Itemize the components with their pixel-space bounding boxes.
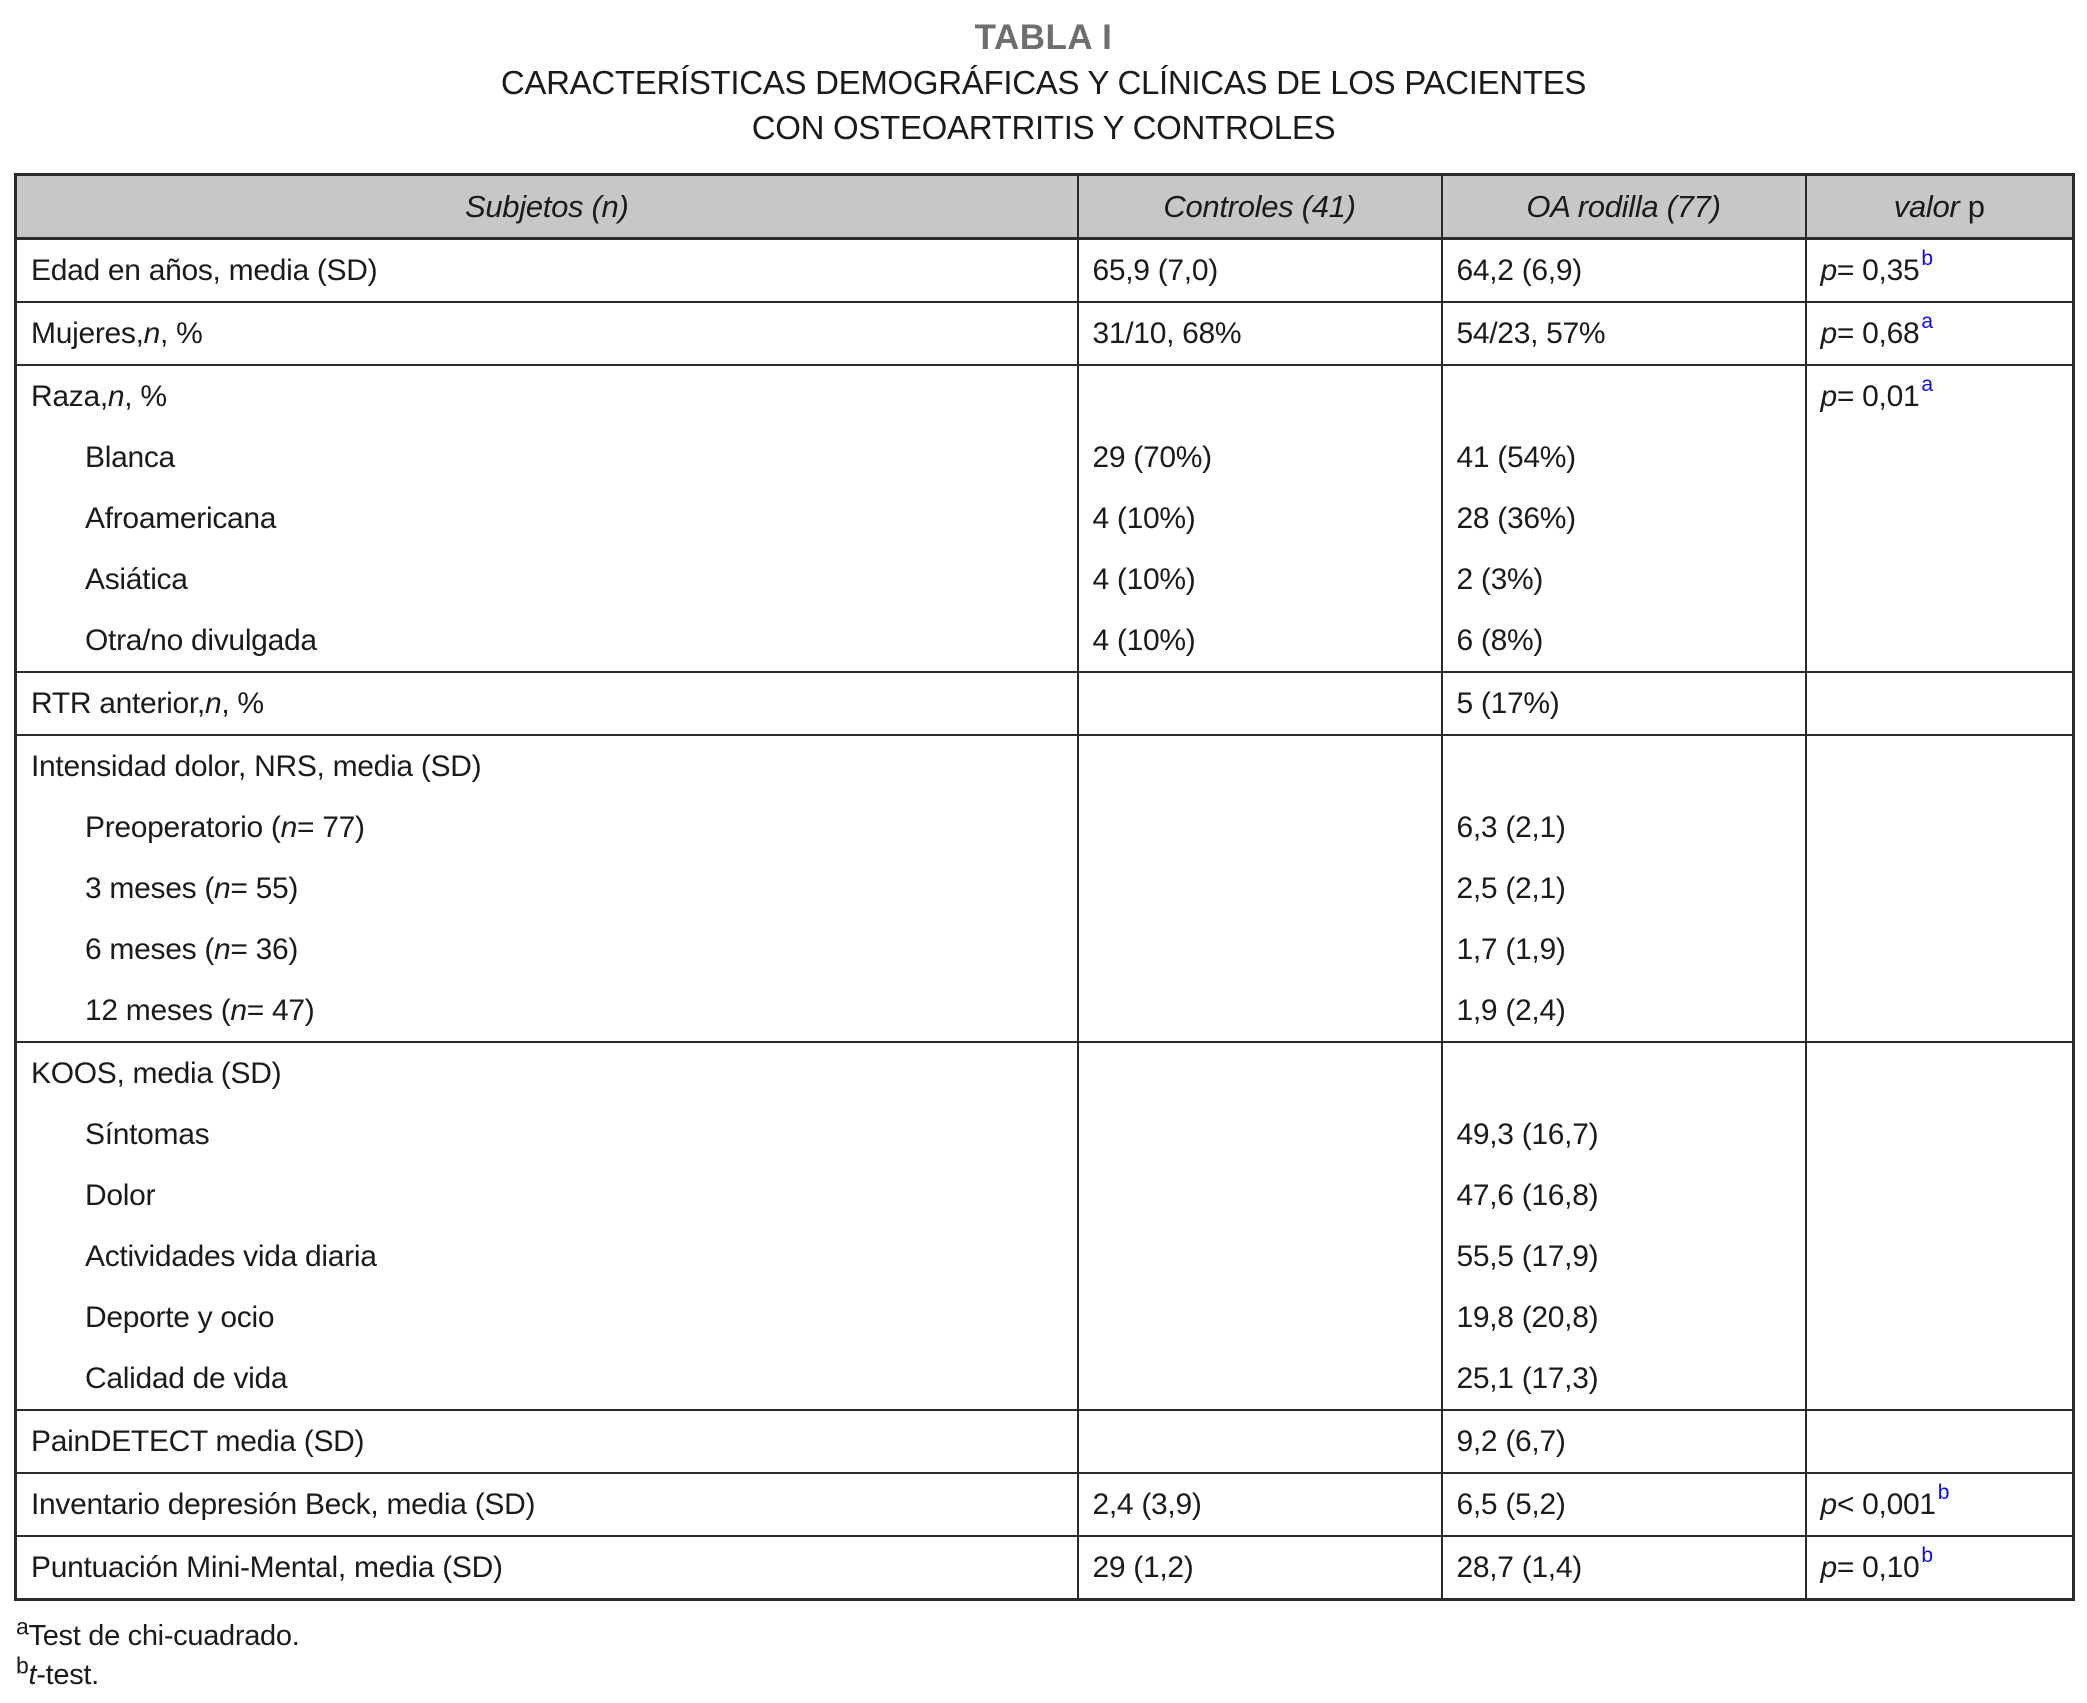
pvalue-cell xyxy=(1806,1473,2074,1536)
cell-value: 31/10, 68% xyxy=(1092,316,1242,350)
row-sublabel-line xyxy=(17,1165,1077,1226)
label-italic-n: n xyxy=(204,686,222,720)
p-symbol: p xyxy=(1820,1550,1837,1584)
pvalue-line xyxy=(1807,1043,2073,1104)
row-sublabel-line xyxy=(17,858,1077,919)
label-text: Otra/no divulgada xyxy=(85,623,317,657)
cell-value xyxy=(1079,736,1441,797)
label-text: , % xyxy=(124,379,167,413)
p-symbol: p xyxy=(1820,1487,1837,1521)
label-text: Calidad de vida xyxy=(85,1361,288,1395)
row-sublabel-line xyxy=(17,797,1077,858)
pvalue-cell xyxy=(1806,1536,2074,1600)
row-label-cell xyxy=(16,1042,1078,1410)
p-value-text: < 0,001 xyxy=(1836,1487,1936,1521)
pvalue-cell xyxy=(1806,365,2074,672)
table-subtitle-line1: CARACTERÍSTICAS DEMOGRÁFICAS Y CLÍNICAS DE LOS PACIENTES xyxy=(500,64,1587,101)
p-symbol: p xyxy=(1820,379,1837,413)
p-symbol: p xyxy=(1820,316,1837,350)
footnote-b-superscript: b xyxy=(16,1652,29,1679)
cell-value xyxy=(1079,1411,1441,1472)
label-text: = 55) xyxy=(230,871,299,905)
cell-value: 9,2 (6,7) xyxy=(1456,1424,1566,1458)
oa-cell xyxy=(1442,365,1806,672)
label-text: , % xyxy=(160,316,203,350)
header-controles: Controles (41) xyxy=(1078,175,1442,239)
cell-value: 2 (3%) xyxy=(1456,562,1544,596)
row-sublabel-line xyxy=(17,1104,1077,1165)
cell-value xyxy=(1079,1226,1441,1287)
row-label-line xyxy=(17,736,1077,797)
header-p-plain: p xyxy=(1967,188,1985,224)
label-italic-n: n xyxy=(280,810,297,844)
label-italic-n: n xyxy=(230,993,247,1027)
label-text: Asiática xyxy=(85,562,188,596)
label-italic-n: n xyxy=(214,932,231,966)
footnote-a-text: Test de chi-cuadrado. xyxy=(28,1620,300,1652)
table-title: TABLA I xyxy=(974,18,1113,57)
cell-value xyxy=(1079,1348,1441,1409)
row-label-cell xyxy=(16,239,1078,303)
oa-cell xyxy=(1442,1473,1806,1536)
pvalue-line: p = 0,01 $^a$ xyxy=(1820,372,1933,413)
p-value-text: = 0,68 xyxy=(1836,316,1920,350)
label-text: Inventario depresión Beck, media (SD) xyxy=(31,1487,536,1521)
label-text: Afroamericana xyxy=(85,501,277,535)
pvalue-cell xyxy=(1806,735,2074,1042)
cell-value: 49,3 (16,7) xyxy=(1456,1117,1599,1151)
footnote-a-superscript: a xyxy=(16,1613,29,1640)
label-text: Edad en años, media (SD) xyxy=(31,253,378,287)
cell-value: 47,6 (16,8) xyxy=(1456,1178,1599,1212)
cell-value xyxy=(1079,366,1441,427)
header-subjetos: Subjetos (n) xyxy=(16,175,1078,239)
row-label-cell xyxy=(16,1473,1078,1536)
row-label-line xyxy=(17,1043,1077,1104)
demographics-table xyxy=(14,173,2075,1601)
p-value-text: = 0,10 xyxy=(1836,1550,1920,1584)
cell-value: 29 (70%) xyxy=(1092,440,1212,474)
pvalue-cell xyxy=(1806,672,2074,735)
table-row-edad xyxy=(16,239,2074,303)
table-row-koos xyxy=(16,1042,2074,1410)
oa-cell xyxy=(1442,1536,1806,1600)
row-label-line xyxy=(17,1537,1077,1598)
cell-value: 5 (17%) xyxy=(1456,686,1560,720)
label-text: 3 meses ( xyxy=(85,871,215,905)
row-label-cell xyxy=(16,1410,1078,1473)
cell-value xyxy=(1443,736,1805,797)
cell-value xyxy=(1079,1287,1441,1348)
cell-value xyxy=(1443,366,1805,427)
header-valor-p xyxy=(1806,175,2074,239)
row-sublabel-line xyxy=(17,1348,1077,1409)
row-label-cell xyxy=(16,735,1078,1042)
header-row xyxy=(16,175,2074,239)
pvalue-line: p < 0,001 $^b$ xyxy=(1820,1480,1950,1521)
pvalue-cell xyxy=(1806,1410,2074,1473)
row-label-line xyxy=(17,673,1077,734)
label-text: PainDETECT media (SD) xyxy=(31,1424,365,1458)
row-sublabel-line xyxy=(17,427,1077,488)
cell-value: 4 (10%) xyxy=(1092,623,1196,657)
footnote-b xyxy=(16,1652,2087,1695)
cell-value: 4 (10%) xyxy=(1092,562,1196,596)
label-text: Mujeres, xyxy=(31,316,144,350)
cell-value: 64,2 (6,9) xyxy=(1456,253,1582,287)
controles-cell xyxy=(1078,365,1442,672)
pvalue-cell xyxy=(1806,239,2074,303)
cell-value: 19,8 (20,8) xyxy=(1456,1300,1599,1334)
footnote-b-italic-t: t xyxy=(28,1659,37,1691)
controles-cell xyxy=(1078,1410,1442,1473)
controles-cell xyxy=(1078,302,1442,365)
label-text: Dolor xyxy=(85,1178,156,1212)
title-block xyxy=(0,0,2087,150)
cell-value: 65,9 (7,0) xyxy=(1092,253,1218,287)
cell-value xyxy=(1079,858,1441,919)
header-valor-italic: valor xyxy=(1893,188,1960,224)
controles-cell xyxy=(1078,1473,1442,1536)
row-label-line xyxy=(17,303,1077,364)
pvalue-cell xyxy=(1806,1042,2074,1410)
row-sublabel-line xyxy=(17,488,1077,549)
cell-value: 4 (10%) xyxy=(1092,501,1196,535)
label-text: , % xyxy=(221,686,264,720)
pvalue-line xyxy=(1807,673,2073,734)
oa-cell xyxy=(1442,672,1806,735)
label-text: Preoperatorio ( xyxy=(85,810,281,844)
row-label-line xyxy=(17,366,1077,427)
pvalue-line xyxy=(1807,1411,2073,1472)
table-row-mujeres xyxy=(16,302,2074,365)
pvalue-line: p = 0,68 $^a$ xyxy=(1820,309,1933,350)
table-row-mini-mental xyxy=(16,1536,2074,1600)
cell-value xyxy=(1079,980,1441,1041)
oa-cell xyxy=(1442,735,1806,1042)
cell-value xyxy=(1443,1043,1805,1104)
row-label-cell xyxy=(16,302,1078,365)
label-text: Raza, xyxy=(31,379,108,413)
cell-value: 29 (1,2) xyxy=(1092,1550,1194,1584)
oa-cell xyxy=(1442,239,1806,303)
cell-value: 6,3 (2,1) xyxy=(1456,810,1566,844)
controles-cell xyxy=(1078,1536,1442,1600)
oa-cell xyxy=(1442,1410,1806,1473)
cell-value: 41 (54%) xyxy=(1456,440,1576,474)
label-text: Intensidad dolor, NRS, media (SD) xyxy=(31,749,482,783)
cell-value: 6 (8%) xyxy=(1456,623,1544,657)
table-row-paindetect xyxy=(16,1410,2074,1473)
pvalue-line: p = 0,35 $^b$ xyxy=(1820,246,1933,287)
row-sublabel-line xyxy=(17,980,1077,1041)
row-sublabel-line xyxy=(17,549,1077,610)
row-label-line xyxy=(17,240,1077,301)
controles-cell xyxy=(1078,1042,1442,1410)
cell-value xyxy=(1079,919,1441,980)
label-italic-n: n xyxy=(214,871,231,905)
cell-value xyxy=(1079,797,1441,858)
p-symbol: p xyxy=(1820,253,1837,287)
label-text: 12 meses ( xyxy=(85,993,231,1027)
cell-value xyxy=(1079,1043,1441,1104)
label-italic-n: n xyxy=(107,379,125,413)
controles-cell xyxy=(1078,735,1442,1042)
row-sublabel-line xyxy=(17,919,1077,980)
row-sublabel-line xyxy=(17,1226,1077,1287)
table-row-raza xyxy=(16,365,2074,672)
p-value-text: = 0,01 xyxy=(1836,379,1920,413)
label-text: Síntomas xyxy=(85,1117,210,1151)
row-label-line xyxy=(17,1411,1077,1472)
table-subtitle-line2: CON OSTEOARTRITIS Y CONTROLES xyxy=(751,109,1336,146)
label-text: Blanca xyxy=(85,440,175,474)
row-label-cell xyxy=(16,365,1078,672)
cell-value: 28 (36%) xyxy=(1456,501,1576,535)
footnote-b-text: -test. xyxy=(36,1659,99,1691)
table-body xyxy=(16,239,2074,1600)
cell-value: 55,5 (17,9) xyxy=(1456,1239,1599,1273)
cell-value: 1,9 (2,4) xyxy=(1456,993,1566,1027)
label-text: 6 meses ( xyxy=(85,932,215,966)
cell-value: 25,1 (17,3) xyxy=(1456,1361,1599,1395)
pvalue-line xyxy=(1807,736,2073,797)
oa-cell xyxy=(1442,302,1806,365)
footnotes xyxy=(16,1613,2087,1695)
table-row-intensidad-dolor xyxy=(16,735,2074,1042)
cell-value: 1,7 (1,9) xyxy=(1456,932,1566,966)
row-sublabel-line xyxy=(17,610,1077,671)
pvalue-line: p = 0,10 $^b$ xyxy=(1820,1543,1933,1584)
cell-value: 2,5 (2,1) xyxy=(1456,871,1566,905)
cell-value xyxy=(1079,673,1441,734)
footnote-a xyxy=(16,1613,2087,1656)
label-text: = 36) xyxy=(230,932,299,966)
cell-value: 6,5 (5,2) xyxy=(1456,1487,1566,1521)
cell-value xyxy=(1079,1104,1441,1165)
row-label-cell xyxy=(16,672,1078,735)
row-sublabel-line xyxy=(17,1287,1077,1348)
p-value-text: = 0,35 xyxy=(1836,253,1920,287)
row-label-cell xyxy=(16,1536,1078,1600)
cell-value: 28,7 (1,4) xyxy=(1456,1550,1582,1584)
controles-cell xyxy=(1078,239,1442,303)
cell-value: 2,4 (3,9) xyxy=(1092,1487,1202,1521)
label-italic-n: n xyxy=(143,316,161,350)
cell-value xyxy=(1079,1165,1441,1226)
table-row-rtr-anterior xyxy=(16,672,2074,735)
label-text: = 77) xyxy=(297,810,365,844)
label-text: KOOS, media (SD) xyxy=(31,1056,282,1090)
label-text: Deporte y ocio xyxy=(85,1300,275,1334)
oa-cell xyxy=(1442,1042,1806,1410)
table-header xyxy=(16,175,2074,239)
row-label-line xyxy=(17,1474,1077,1535)
header-oa-rodilla: OA rodilla (77) xyxy=(1442,175,1806,239)
label-text: Puntuación Mini-Mental, media (SD) xyxy=(31,1550,503,1584)
label-text: Actividades vida diaria xyxy=(85,1239,377,1273)
label-text: RTR anterior, xyxy=(31,686,205,720)
table-row-inventario-beck xyxy=(16,1473,2074,1536)
label-text: = 47) xyxy=(246,993,315,1027)
controles-cell xyxy=(1078,672,1442,735)
pvalue-cell xyxy=(1806,302,2074,365)
cell-value: 54/23, 57% xyxy=(1456,316,1606,350)
